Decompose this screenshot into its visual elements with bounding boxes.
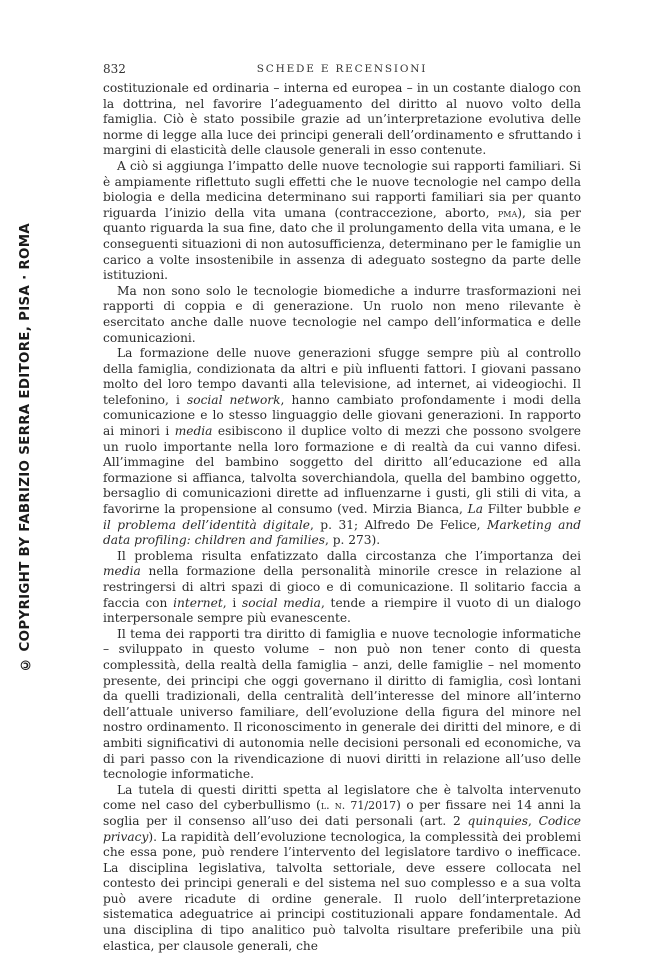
running-title: SCHEDE E RECENSIONI	[256, 63, 428, 75]
p5-text-d: , tende a riempire il vuoto di un dialogo interpersonale sempre più evanescente.	[103, 595, 581, 626]
p2-text-b: ), sia per quanto riguarda la sua fine, dato che il prolungamento della vita umana, e le conseguenti situazioni di non autosufficienza, determinano per le famiglie un carico a volte insostenibile in assenza di adeguato sostegno da parte delle istituzioni.	[103, 205, 581, 283]
p4-cite-title-2: Marketing and data profiling: children and families	[103, 517, 581, 548]
p5-term-social-media: social media	[241, 595, 321, 610]
paragraph-7	[103, 783, 581, 954]
p4-cite-title-1: e il problema dell’identità digitale	[103, 502, 581, 532]
paragraph-1	[103, 81, 581, 159]
p4-text-a: La formazione delle nuove generazioni sfugge sempre più al controllo della famiglia, condizionata da altri e più influenti fattori. I giovani passano molto del loro tempo davanti alla televisione, ad internet, ai videogiochi. Il telefonino, i	[103, 346, 581, 407]
copyright-sidebar	[16, 204, 34, 690]
p7-term-codice-privacy: Codice privacy	[103, 813, 581, 844]
paragraph-6	[103, 627, 581, 783]
p6-text: Il tema dei rapporti tra diritto di famiglia e nuove tecnologie informatiche – sviluppato in questo volume – non può non tener conto di questa complessità, della realtà della famiglia – anzi, delle famiglie – nel momento presente, dei principi che oggi governano il diritto di famiglia, così lontani da quelli tradizionali, della centralità dell’interesse del minore all’interno dell’attuale universo familiare, dell’evoluzione della figura del minore nel nostro ordinamento. Il riconoscimento in generale dei diritti del minore, e di ambiti significativi di autonomia nelle decisioni personali ed economiche, va di pari passo con la rivendicazione di nuovi diritti in relazione all’uso delle tecnologie informatiche.	[103, 626, 581, 782]
paragraph-5	[103, 549, 581, 627]
p5-text-a: Il problema risulta enfatizzato dalla circostanza che l’importanza dei	[117, 548, 581, 563]
p4-term-social-network: social network	[186, 392, 281, 407]
p7-text-d: ). La rapidità dell’evoluzione tecnologica, la complessità dei problemi che essa pone, può rendere l’intervento del legislatore tardivo o inefficace. La disciplina legislativa, talvolta settoriale, deve essere collocata nel contesto dei principi generali e del sistema nel suo complesso e a sua volta può avere ricadute di ordine generale. Il ruolo dell’interpretazione sistematica adeguatrice ai principi costituzionali appare fondamentale. Ad una disciplina di tipo analitico può talvolta risultare preferibile una più elastica, per clausole generali, che	[103, 829, 581, 953]
p2-text-a: A ciò si aggiunga l’impatto delle nuove tecnologie sui rapporti familiari. Si è ampiamente riflettuto sugli effetti che le nuove tecnologie nel campo della biologia e della medicina determinano sui rapporti familiari sia per quanto riguarda l’inizio della vita umana (contraccezione, aborto,	[103, 158, 581, 220]
paragraph-3	[103, 284, 581, 346]
p7-text-a: La tutela di questi diritti spetta al legislatore che è talvolta intervenuto come nel caso del cyberbullismo (	[103, 782, 581, 813]
paragraph-4	[103, 346, 581, 549]
p5-text-b: nella formazione della personalità minorile cresce in relazione al restringersi di altri spazi di gioco e di comunicazione. Il solitario faccia a faccia con	[103, 564, 581, 610]
p1-text: costituzionale ed ordinaria – interna ed europea – in un costante dialogo con la dottrina, nel favorire l’adeguamento del diritto al nuovo volto della famiglia. Ciò è stato possibile grazie ad un’interpretazione evolutiva delle norme di legge alla luce dei principi generali dell’ordinamento e sfruttando i margini di elasticità delle clausole generali in esso contenute.	[103, 81, 581, 158]
p7-term-quinquies: quinquies	[467, 813, 528, 828]
body-text	[103, 81, 581, 954]
copyright-notice: © COPYRIGHT BY FABRIZIO SERRA EDITORE, PISA · ROMA	[17, 222, 33, 672]
p4-term-media: media	[174, 424, 213, 439]
p4-text-c: esibiscono il duplice volto di mezzi che possono svolgere un ruolo importante nella loro formazione e di realtà da cui vanno difesi. All’immagine del bambino soggetto del diritto all’educazione ed alla formazione si affianca, talvolta soverchiandola, quella del bambino oggetto, bersaglio di comunicazioni dirette ad influenzarne i gusti, gli stili di vita, a favorirne la propensione al consumo (ved. Mirzia Bianca,	[103, 424, 581, 517]
p5-text-c: , i	[222, 595, 242, 610]
p4-text-b: , hanno cambiato profondamente i modi della comunicazione e lo stesso linguaggio delle giovani generazioni. In rapporto ai minori i	[103, 392, 582, 439]
p5-term-internet: internet	[173, 595, 223, 610]
p7-text-c: ,	[527, 813, 539, 828]
p4-text-e: , p. 31; Alfredo De Felice,	[309, 517, 487, 532]
p5-term-media: media	[103, 564, 141, 579]
paragraph-2	[103, 159, 581, 284]
p4-cite-la: La	[467, 502, 483, 517]
p4-cite-filter-bubble: Filter bubble	[482, 502, 574, 517]
p7-law-reference: l. n. 71/2017	[320, 799, 397, 813]
p7-text-b: ) o per fissare nei 14 anni la soglia per il consenso all’uso dei dati personali (art. 2	[103, 798, 581, 828]
page-number: 832	[103, 62, 126, 76]
page-header	[103, 62, 581, 78]
p2-abbrev-pma: pma	[497, 206, 518, 220]
p3-text: Ma non sono solo le tecnologie biomediche a indurre trasformazioni nei rapporti di coppia e di generazione. Un ruolo non meno rilevante è esercitato anche dalle nuove tecnologie nel campo dell’informatica e delle comunicazioni.	[103, 283, 581, 345]
p4-text-f: , p. 273).	[324, 533, 381, 548]
